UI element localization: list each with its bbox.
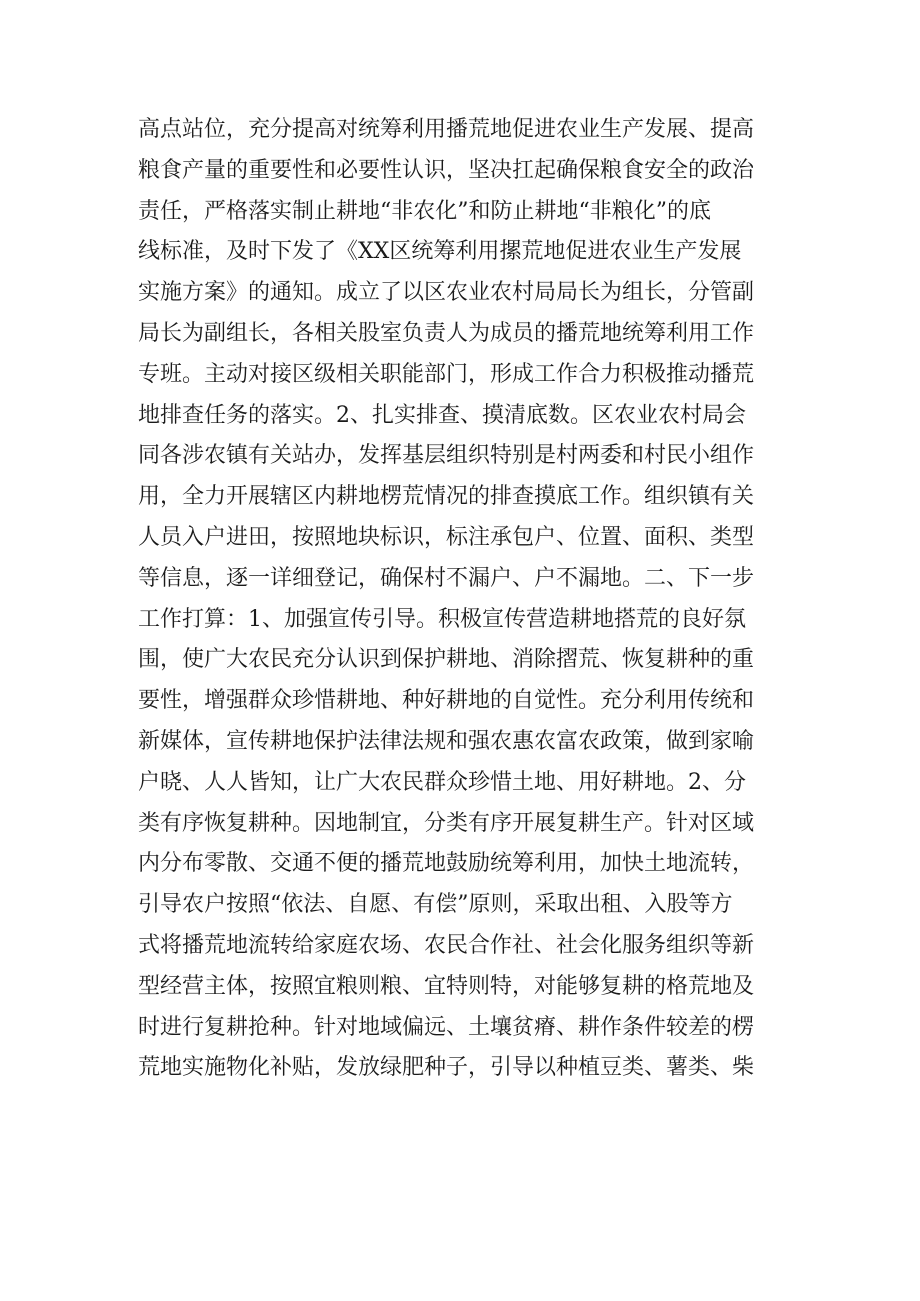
text-line: 用，全力开展辖区内耕地楞荒情况的排查摸底工作。组织镇有关 (138, 484, 755, 510)
text-line: 线标准，及时下发了《XX区统筹利用摞荒地促进农业生产发展 (138, 239, 742, 265)
text-line: 责任，严格落实制止耕地“非农化”和防止耕地“非粮化”的底 (138, 198, 711, 224)
text-line: 粮食产量的重要性和必要性认识，坚决扛起确保粮食安全的政治 (138, 157, 755, 183)
text-line: 人员入户进田，按照地块标识，标注承包户、位置、面积、类型 (138, 524, 755, 550)
text-line: 式将播荒地流转给家庭农场、农民合作社、社会化服务组织等新 (138, 932, 755, 958)
text-line: 工作打算：1、加强宣传引导。积极宣传营造耕地搭荒的良好氛 (138, 606, 746, 632)
text-line: 高点站位，充分提高对统筹利用播荒地促进农业生产发展、提高 (138, 117, 755, 142)
text-line: 实施方案》的通知。成立了以区农业农村局局长为组长，分管副 (138, 280, 755, 306)
text-line: 要性，增强群众珍惜耕地、种好耕地的自觉性。充分利用传统和 (138, 688, 755, 714)
text-line: 地排查任务的落实。2、扎实排查、摸清底数。区农业农村局会 (138, 402, 746, 428)
text-line: 时进行复耕抢种。针对地域偏远、土壤贫瘠、耕作条件较差的楞 (138, 1014, 755, 1040)
body-text (138, 110, 798, 1089)
text-line: 类有序恢复耕种。因地制宜，分类有序开展复耕生产。针对区域 (138, 810, 755, 836)
text-line: 同各涉农镇有关站办，发挥基层组织特别是村两委和村民小组作 (138, 443, 755, 469)
text-line: 引导农户按照“依法、自愿、有偿”原则，采取出租、入股等方 (138, 892, 733, 918)
text-line: 型经营主体，按照宜粮则粮、宜特则特，对能够复耕的格荒地及 (138, 973, 755, 999)
text-line: 专班。主动对接区级相关职能部门，形成工作合力积极推动播荒 (138, 361, 755, 387)
text-line: 围，使广大农民充分认识到保护耕地、消除摺荒、恢复耕种的重 (138, 647, 755, 673)
text-line: 新媒体，宣传耕地保护法律法规和强农惠农富农政策，做到家喻 (138, 728, 755, 754)
text-line: 等信息，逐一详细登记，确保村不漏户、户不漏地。二、下一步 (138, 565, 755, 591)
text-line: 户晓、人人皆知，让广大农民群众珍惜土地、用好耕地。2、分 (138, 769, 746, 795)
text-line: 局长为副组长，各相关股室负责人为成员的播荒地统筹利用工作 (138, 320, 755, 346)
text-line: 荒地实施物化补贴，发放绿肥种子，引导以种植豆类、薯类、柴 (138, 1055, 755, 1081)
text-line: 内分布零散、交通不便的播荒地鼓励统筹利用，加快土地流转， (138, 851, 755, 877)
